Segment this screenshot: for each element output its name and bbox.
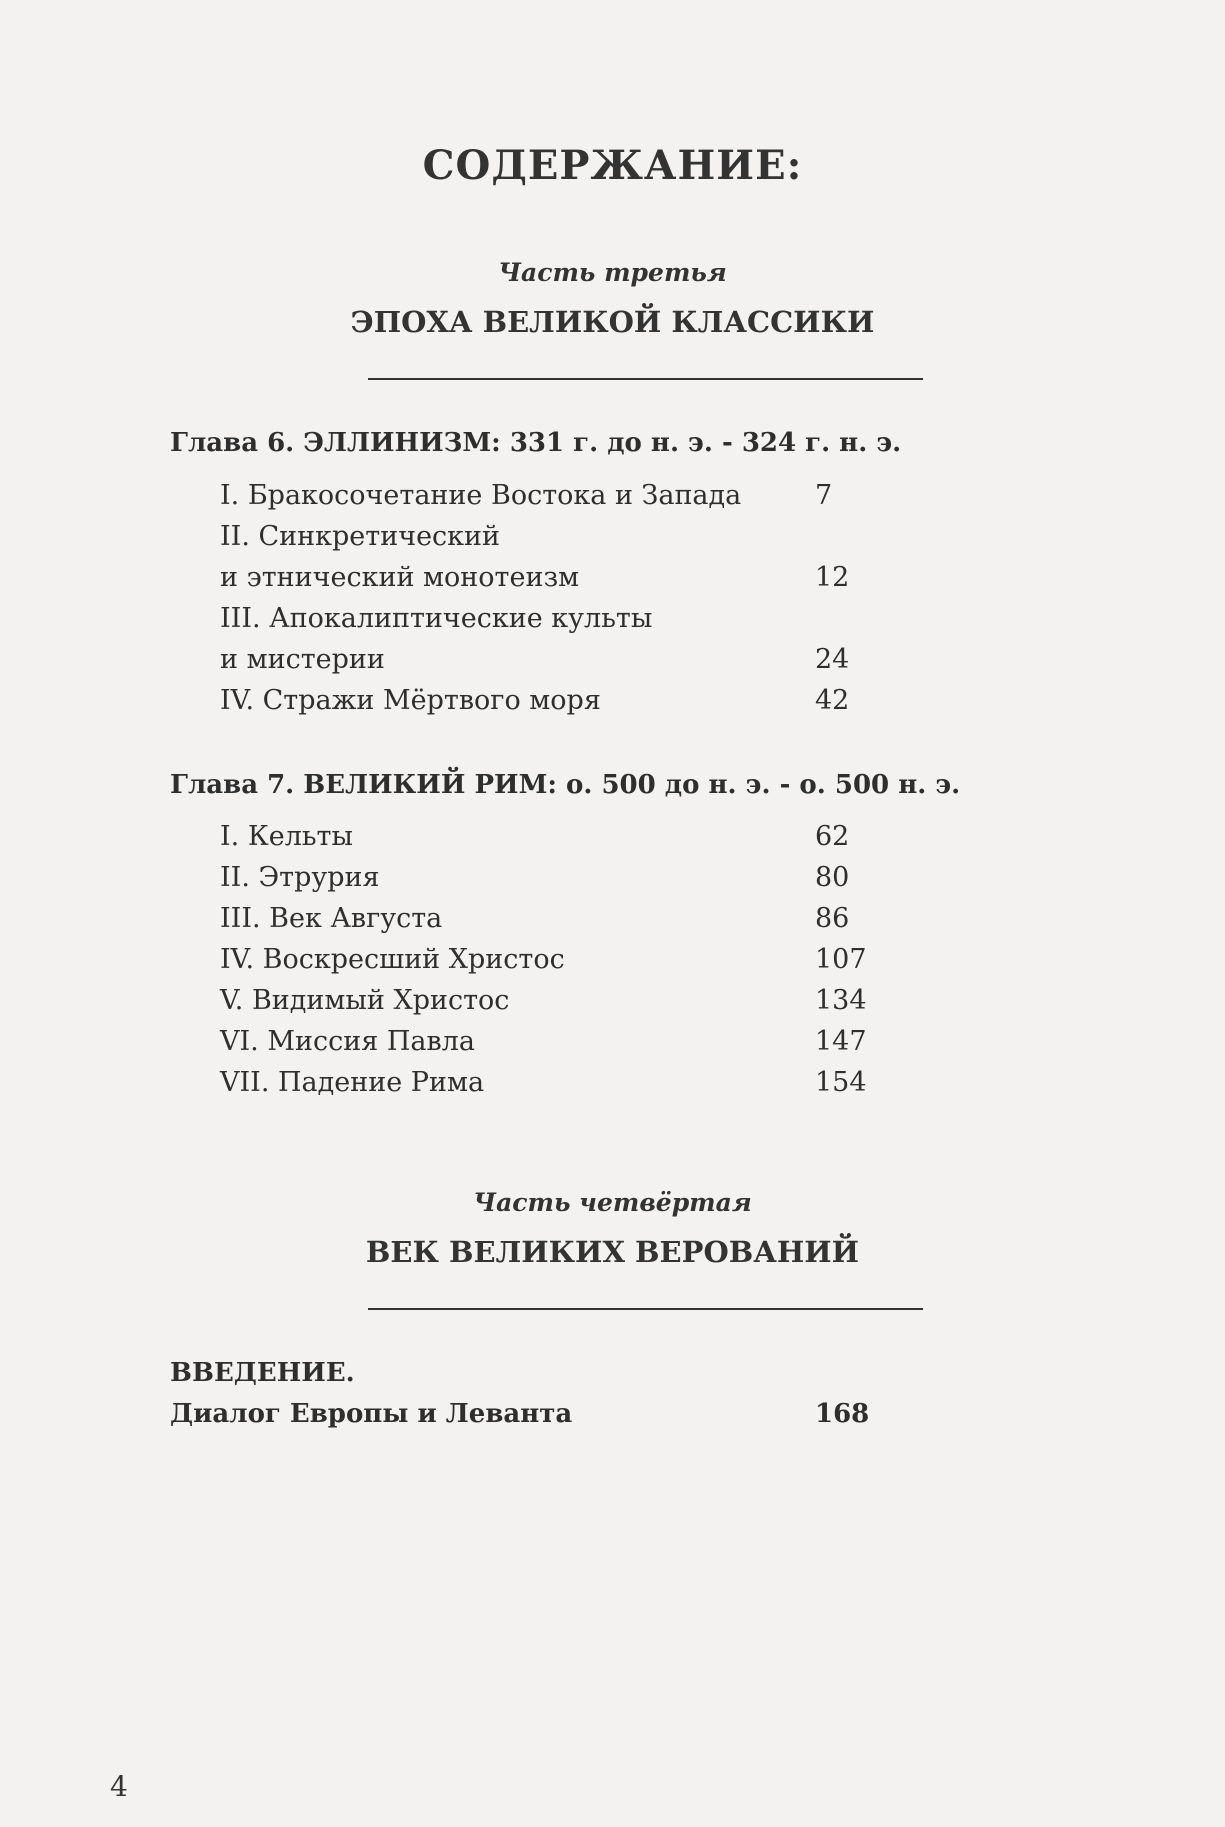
toc-entry-page: 12 <box>815 562 850 593</box>
toc-entry-label: III. Апокалиптические культы <box>220 603 653 634</box>
toc-entry-page: 107 <box>815 944 867 975</box>
toc-entry-label: Диалог Европы и Леванта <box>170 1399 573 1429</box>
toc-entry-page: 24 <box>815 644 850 675</box>
toc-entry-page: 154 <box>815 1067 867 1098</box>
part3-title: ЭПОХА ВЕЛИКОЙ КЛАССИКИ <box>350 305 875 339</box>
toc-entry-page: 134 <box>815 985 867 1016</box>
toc-entry-page: 7 <box>815 480 833 511</box>
toc-entry-label: IV. Стражи Мёртвого моря <box>220 685 601 716</box>
toc-title: СОДЕРЖАНИЕ: <box>422 142 803 189</box>
toc-entry-page: 147 <box>815 1026 867 1057</box>
toc-entry-label: II. Этрурия <box>220 862 380 893</box>
toc-entry-label: VI. Миссия Павла <box>220 1026 475 1057</box>
part3-divider <box>368 378 923 380</box>
part4-divider <box>368 1308 923 1310</box>
toc-entry-label: III. Век Августа <box>220 903 443 934</box>
toc-entry-label: I. Бракосочетание Востока и Запада <box>220 480 742 511</box>
toc-entry-label: VII. Падение Рима <box>220 1067 485 1098</box>
toc-entry-page: 62 <box>815 821 850 852</box>
toc-entry <box>220 677 870 725</box>
toc-entry-label: IV. Воскресший Христос <box>220 944 565 975</box>
toc-entry-page: 168 <box>815 1399 870 1429</box>
toc-entry <box>220 1059 870 1107</box>
toc-entry-label: I. Кельты <box>220 821 353 852</box>
part4-label: Часть четвёртая <box>473 1188 752 1217</box>
toc-entry <box>170 1390 870 1438</box>
page-number: 4 <box>110 1770 128 1803</box>
toc-entry-label: и этнический монотеизм <box>220 562 580 593</box>
part3-label: Часть третья <box>498 258 727 287</box>
part4-title: ВЕК ВЕЛИКИХ ВЕРОВАНИЙ <box>365 1235 860 1269</box>
toc-entry-page: 80 <box>815 862 850 893</box>
toc-entry-label: V. Видимый Христос <box>220 985 510 1016</box>
chapter7-title: Глава 7. ВЕЛИКИЙ РИМ: о. 500 до н. э. - о. 500 н. э. <box>170 770 961 800</box>
toc-entry-label: II. Синкретический <box>220 521 501 552</box>
toc-entry-page: 86 <box>815 903 850 934</box>
chapter6-title: Глава 6. ЭЛЛИНИЗМ: 331 г. до н. э. - 324 г. н. э. <box>170 428 902 458</box>
introduction-heading: ВВЕДЕНИЕ. <box>170 1358 355 1388</box>
toc-entry-label: и мистерии <box>220 644 385 675</box>
toc-entry-page: 42 <box>815 685 850 716</box>
